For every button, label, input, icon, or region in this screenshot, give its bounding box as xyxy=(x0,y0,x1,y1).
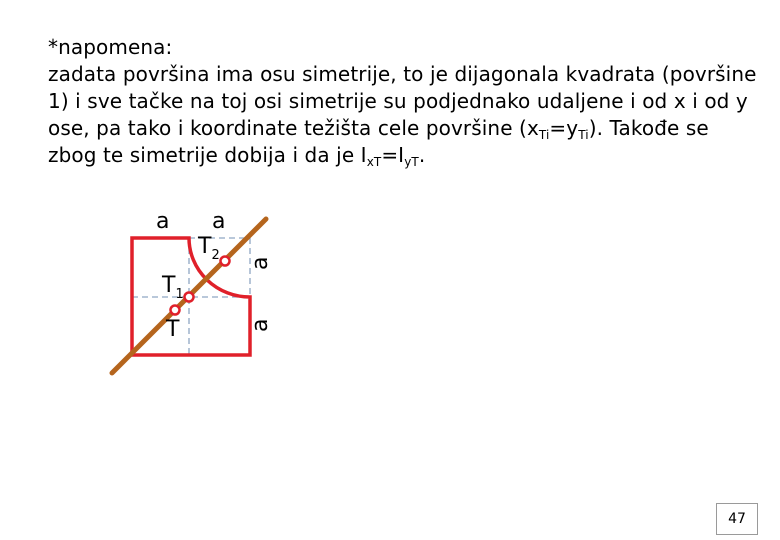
label-t1 xyxy=(161,273,184,302)
label-t2 xyxy=(197,234,220,263)
note-line-2: 1) i sve tačke na toj osi simetrije su podjednako udaljene i od x i od y xyxy=(48,89,748,113)
note-line-3c: ). Takođe se xyxy=(588,116,709,140)
label-t2-sub: 2 xyxy=(211,248,220,263)
note-line-3a: ose, pa tako i koordinate težišta cele površine (x xyxy=(48,116,539,140)
centroid-t2-marker xyxy=(221,257,230,266)
label-a-right-lower: a xyxy=(248,318,273,332)
note-line-1: zadata površina ima osu simetrije, to je dijagonala kvadrata (površine xyxy=(48,62,757,86)
note-line-4a: zbog te simetrije dobija i da je I xyxy=(48,143,367,167)
label-t: T xyxy=(166,317,180,342)
subscript-xt: xT xyxy=(366,155,382,169)
label-t1-sub: 1 xyxy=(175,287,184,302)
subscript-ti-1: Ti xyxy=(538,128,550,142)
label-t1-main: T xyxy=(162,273,176,298)
label-a-left: a xyxy=(156,209,170,234)
subscript-ti-2: Ti xyxy=(578,128,589,142)
centroid-t1-marker xyxy=(185,293,194,302)
note-line-4c: . xyxy=(418,143,426,167)
label-t2-main: T xyxy=(198,234,212,259)
note-line-4b: =I xyxy=(381,143,405,167)
note-line-3b: =y xyxy=(549,116,579,140)
label-a-top: a xyxy=(212,209,226,234)
note-heading: *napomena: xyxy=(48,35,173,59)
page-number: 47 xyxy=(716,503,758,535)
subscript-yt: yT xyxy=(404,155,419,169)
label-a-right-upper: a xyxy=(248,256,273,270)
centroid-t-marker xyxy=(171,306,180,315)
